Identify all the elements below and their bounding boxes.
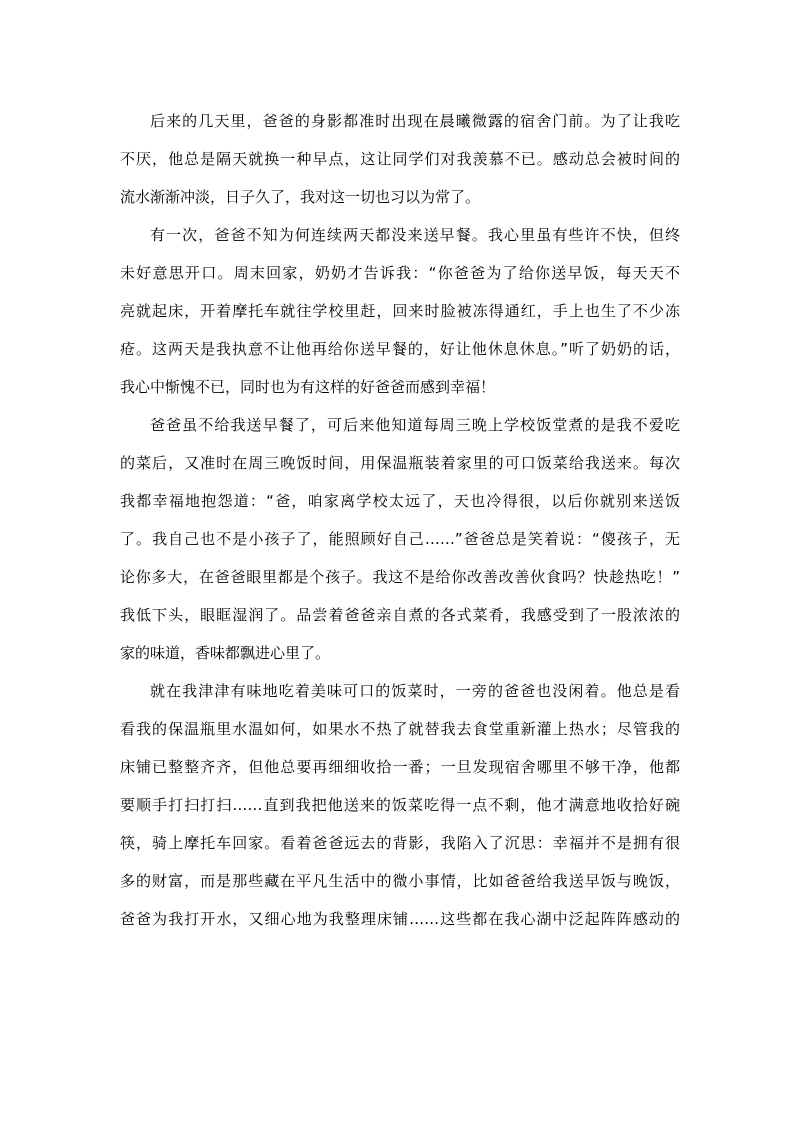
- text-line: 有一次，爸爸不知为何连续两天都没来送早餐。我心里虽有些许不快，但终: [150, 226, 680, 244]
- text-line: 论你多大，在爸爸眼里都是个孩子。我这不是给你改善改善伙食吗？快趁热吃！”: [120, 568, 680, 586]
- text-line: 疮。这两天是我执意不让他再给你送早餐的，好让他休息休息。”听了奶奶的话，: [120, 340, 680, 358]
- text-line: 看我的保温瓶里水温如何，如果水不热了就替我去食堂重新灌上热水；尽管我的: [120, 720, 680, 738]
- text-line: 床铺已整整齐齐，但他总要再细细收拾一番；一旦发现宿舍哪里不够干净，他都: [120, 758, 680, 776]
- essay-body: [120, 102, 680, 938]
- text-line: 就在我津津有味地吃着美味可口的饭菜时，一旁的爸爸也没闲着。他总是看: [150, 682, 680, 700]
- text-line: 亮就起床，开着摩托车就往学校里赶，回来时脸被冻得通红，手上也生了不少冻: [120, 302, 680, 320]
- text-line: 的菜后，又准时在周三晚饭时间，用保温瓶装着家里的可口饭菜给我送来。每次: [120, 454, 680, 472]
- text-line: 后来的几天里，爸爸的身影都准时出现在晨曦微露的宿舍门前。为了让我吃: [150, 112, 680, 130]
- text-line: 爸爸虽不给我送早餐了，可后来他知道每周三晚上学校饭堂煮的是我不爱吃: [150, 416, 680, 434]
- text-line: 不厌，他总是隔天就换一种早点，这让同学们对我羡慕不已。感动总会被时间的: [120, 150, 680, 168]
- text-line: 筷，骑上摩托车回家。看着爸爸远去的背影，我陷入了沉思：幸福并不是拥有很: [120, 834, 680, 852]
- text-line: 多的财富，而是那些藏在平凡生活中的微小事情，比如爸爸给我送早饭与晚饭，: [120, 872, 680, 890]
- text-line: 我心中惭愧不已，同时也为有这样的好爸爸而感到幸福！: [120, 378, 496, 396]
- text-line: 爸爸为我打开水，又细心地为我整理床铺……这些都在我心湖中泛起阵阵感动的: [120, 910, 680, 928]
- text-line: 我低下头，眼眶湿润了。品尝着爸爸亲自煮的各式菜肴，我感受到了一股浓浓的: [120, 606, 680, 624]
- text-line: 流水渐渐冲淡，日子久了，我对这一切也习以为常了。: [120, 188, 481, 206]
- text-line: 我都幸福地抱怨道：“爸，咱家离学校太远了，天也冷得很，以后你就别来送饭: [120, 492, 680, 510]
- text-line: 要顺手打扫打扫……直到我把他送来的饭菜吃得一点不剩，他才满意地收拾好碗: [120, 796, 680, 814]
- text-line: 未好意思开口。周末回家，奶奶才告诉我：“你爸爸为了给你送早饭，每天天不: [120, 264, 680, 282]
- text-line: 家的味道，香味都飘进心里了。: [120, 644, 331, 662]
- text-line: 了。我自己也不是小孩子了，能照顾好自己……”爸爸总是笑着说：“傻孩子，无: [120, 530, 680, 548]
